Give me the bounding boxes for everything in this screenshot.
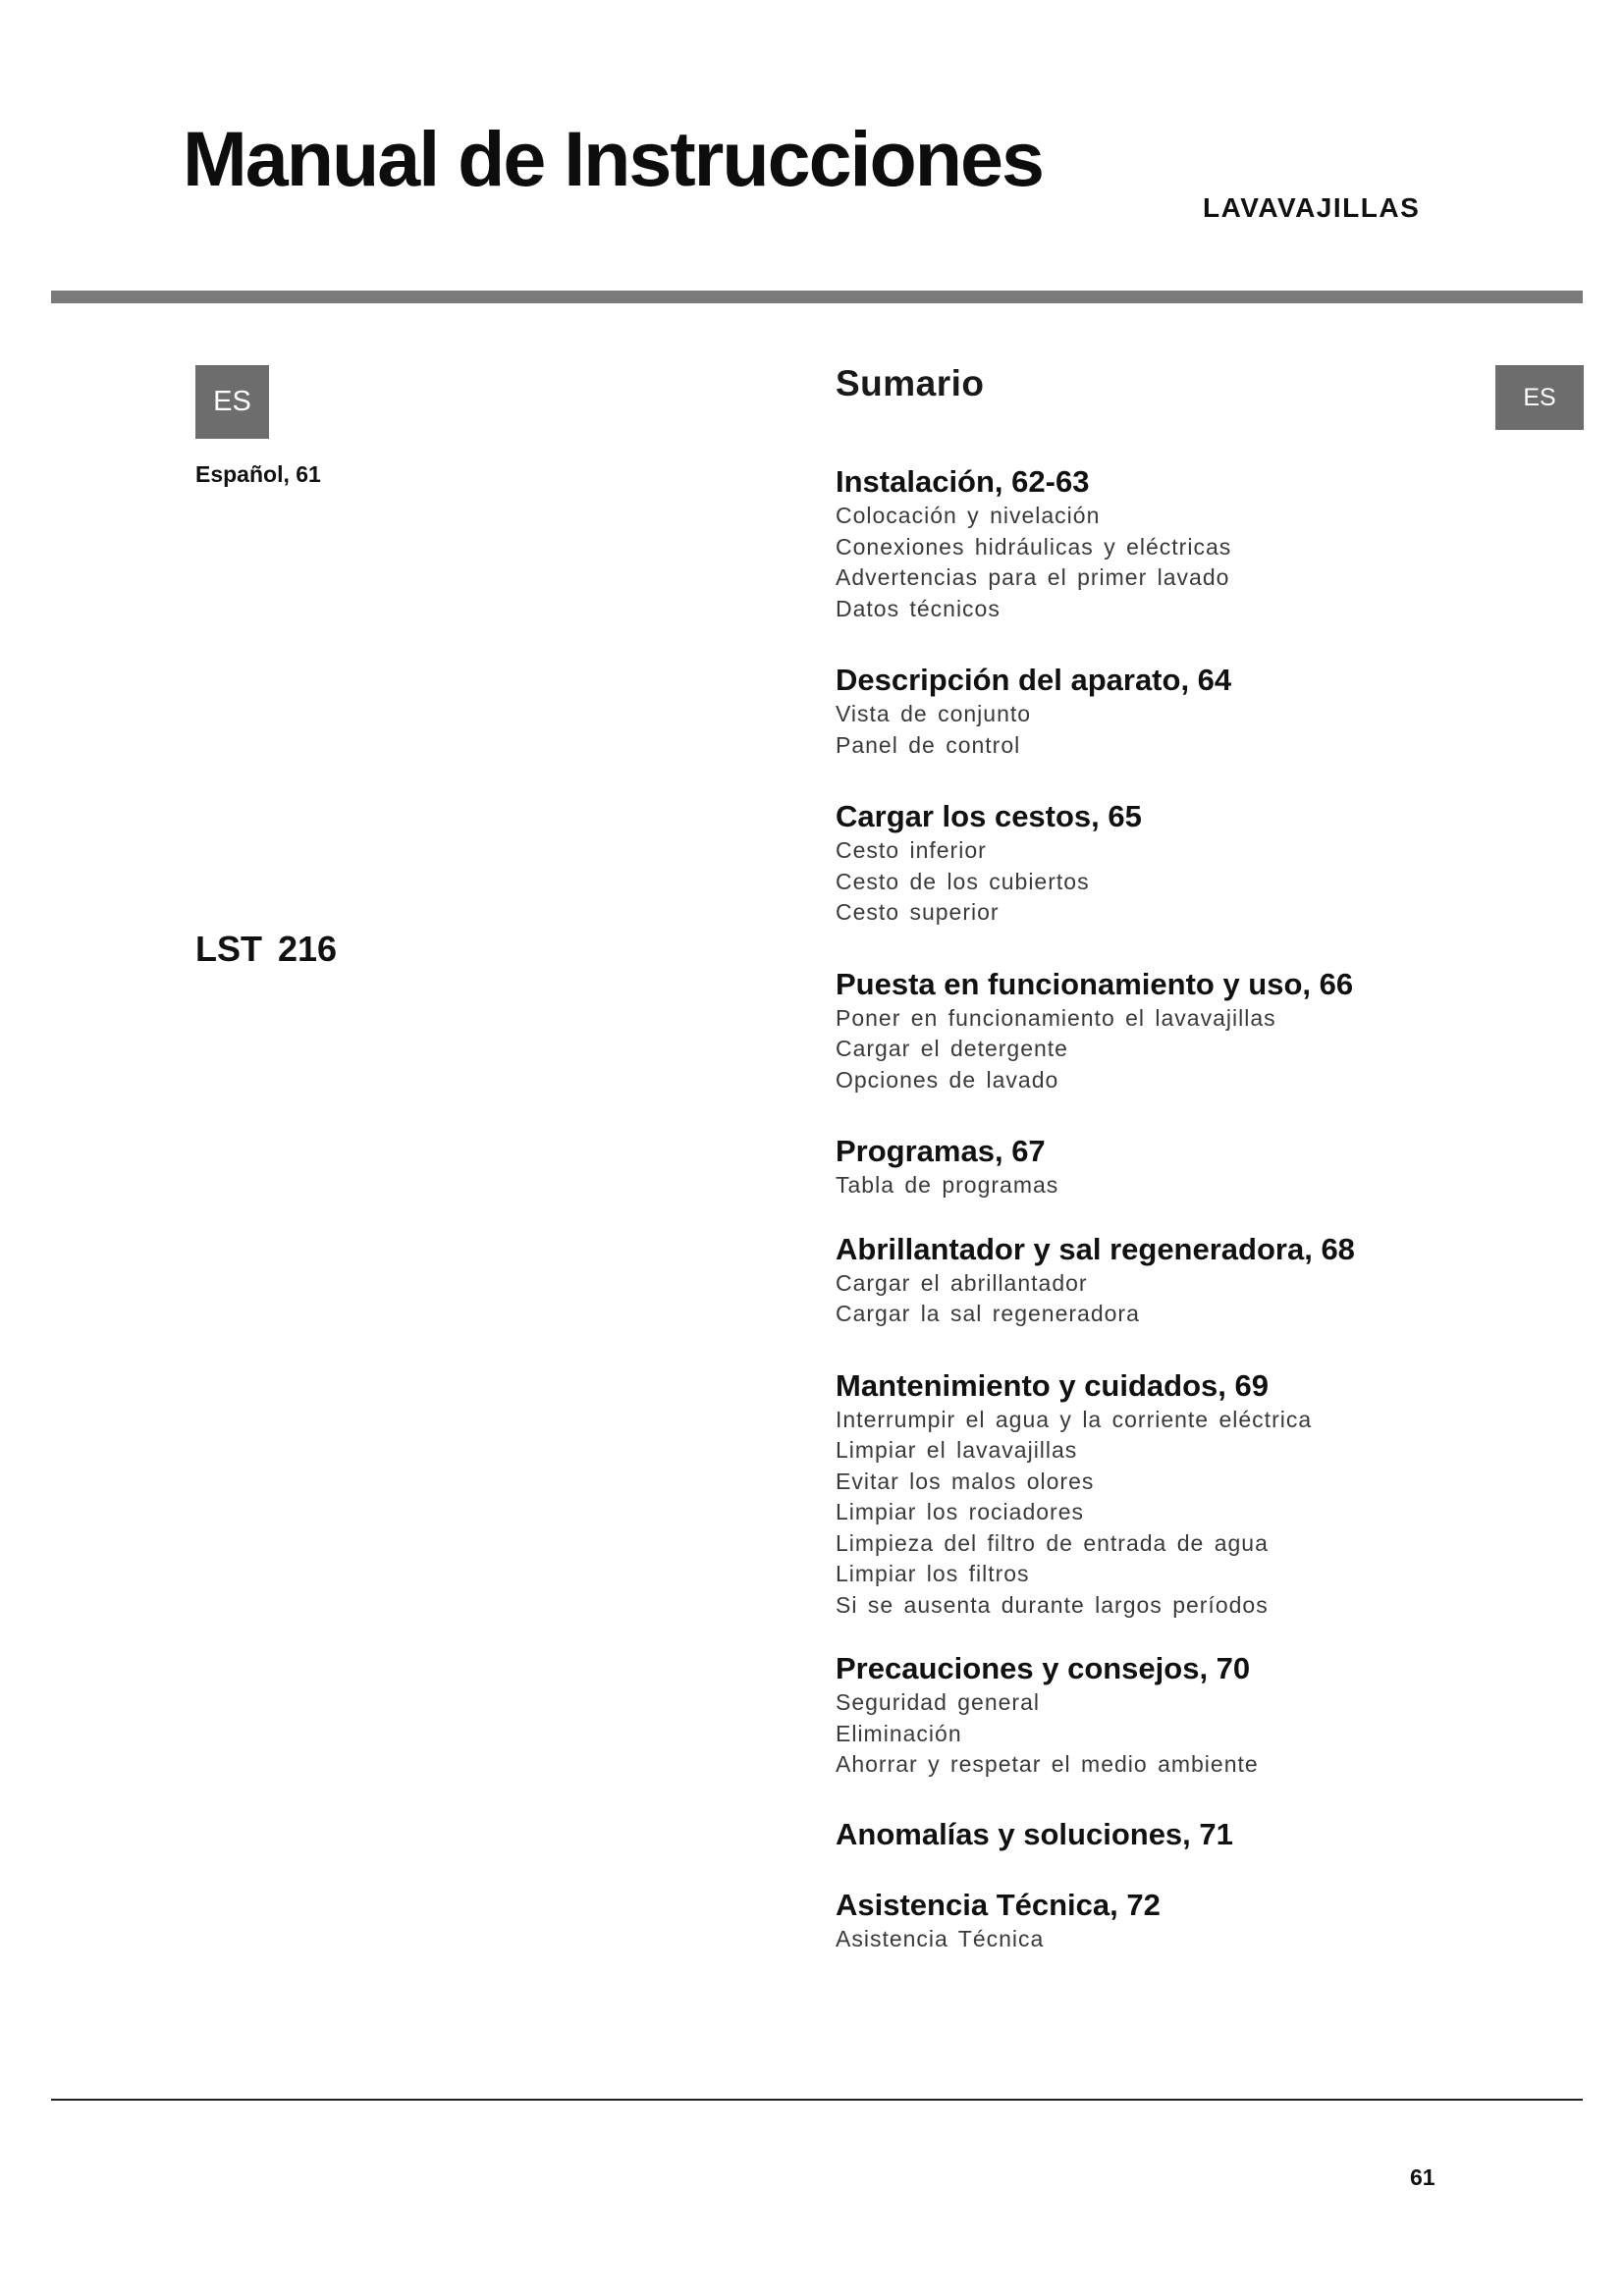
toc-item: Cesto de los cubiertos: [836, 868, 1090, 894]
toc-item: Ahorrar y respetar el medio ambiente: [836, 1751, 1259, 1777]
toc-item: Tabla de programas: [836, 1172, 1059, 1198]
page-number: 61: [1410, 2164, 1435, 2190]
toc-item: Datos técnicos: [836, 595, 1001, 621]
toc-section-heading: Abrillantador y sal regeneradora, 68: [836, 1231, 1355, 1266]
toc-item: Conexiones hidráulicas y eléctricas: [836, 533, 1232, 560]
toc-item: Opciones de lavado: [836, 1066, 1059, 1093]
toc-section: [836, 662, 1523, 761]
toc-item-list: [836, 501, 1523, 624]
toc-section-heading: Programas, 67: [836, 1134, 1046, 1168]
toc-item: Limpiar los rociadores: [836, 1499, 1084, 1524]
model-label: LST 216: [195, 929, 338, 969]
document-subtitle: LAVAVAJILLAS: [1203, 192, 1421, 223]
toc-section-heading: Mantenimiento y cuidados, 69: [836, 1367, 1269, 1403]
toc-item-list: [836, 1268, 1523, 1330]
toc-section: [836, 1887, 1523, 1955]
toc-section: [836, 798, 1523, 929]
toc-item-list: [836, 1924, 1523, 1955]
toc-item-list: [836, 1687, 1523, 1781]
toc-item-list: [836, 699, 1523, 761]
toc-item: Limpieza del filtro de entrada de agua: [836, 1529, 1269, 1556]
header-divider: [51, 291, 1583, 303]
toc-section-heading: Cargar los cestos, 65: [836, 799, 1142, 833]
language-tab-badge: ES: [1495, 365, 1584, 430]
toc-section: [836, 463, 1523, 624]
toc-item: Si se ausenta durante largos períodos: [836, 1591, 1269, 1618]
toc-section-heading: Puesta en funcionamiento y uso, 66: [836, 966, 1354, 1001]
toc-section: [836, 966, 1523, 1096]
toc-item-list: [836, 1170, 1523, 1201]
toc-item-list: [836, 835, 1523, 929]
toc-item: Poner en funcionamiento el lavavajillas: [836, 1004, 1276, 1031]
toc-section-heading: Instalación, 62-63: [836, 464, 1090, 499]
toc-section-heading: Descripción del aparato, 64: [836, 663, 1232, 697]
language-label: Español, 61: [195, 461, 321, 487]
footer-divider: [51, 2099, 1583, 2101]
toc-section: [836, 1133, 1523, 1201]
toc-title: Sumario: [836, 363, 985, 403]
toc-item: Asistencia Técnica: [836, 1925, 1045, 1951]
toc-section: [836, 1816, 1523, 1853]
document-title: Manual de Instrucciones: [183, 115, 1043, 202]
toc-section-heading: Anomalías y soluciones, 71: [836, 1816, 1233, 1851]
toc-item: Cargar el detergente: [836, 1036, 1068, 1061]
toc-item: Cargar el abrillantador: [836, 1269, 1088, 1296]
toc-item: Limpiar el lavavajillas: [836, 1437, 1078, 1463]
toc-section-heading: Asistencia Técnica, 72: [836, 1887, 1161, 1922]
toc-item: Cesto inferior: [836, 837, 987, 863]
toc-item: Limpiar los filtros: [836, 1561, 1030, 1586]
toc-item: Vista de conjunto: [836, 701, 1032, 726]
toc-item: Panel de control: [836, 731, 1021, 758]
toc-item: Evitar los malos olores: [836, 1468, 1095, 1494]
toc-item: Seguridad general: [836, 1689, 1040, 1715]
toc-section: [836, 1367, 1523, 1622]
toc-section-heading: Precauciones y consejos, 70: [836, 1651, 1251, 1685]
toc-item: Cesto superior: [836, 899, 1000, 925]
toc-item: Advertencias para el primer lavado: [836, 564, 1230, 590]
toc-item: Cargar la sal regeneradora: [836, 1301, 1140, 1326]
toc-item: Interrumpir el agua y la corriente eléctrica: [836, 1406, 1313, 1432]
language-badge: ES: [195, 365, 269, 439]
toc-section: [836, 1231, 1523, 1330]
table-of-contents: [836, 432, 1523, 1954]
toc-item: Colocación y nivelación: [836, 503, 1101, 528]
toc-item-list: [836, 1003, 1523, 1096]
toc-item-list: [836, 1405, 1523, 1622]
toc-section: [836, 1650, 1523, 1781]
toc-item: Eliminación: [836, 1720, 962, 1746]
